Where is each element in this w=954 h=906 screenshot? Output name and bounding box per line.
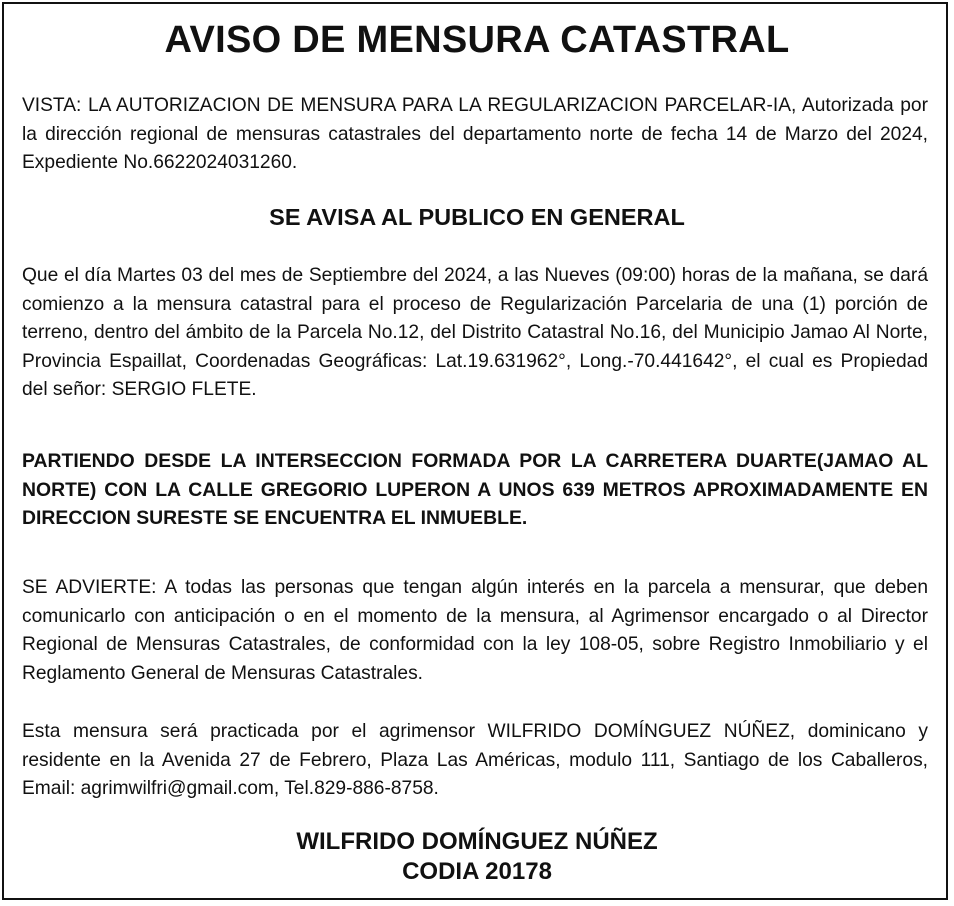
vista-paragraph: VISTA: LA AUTORIZACION DE MENSURA PARA LA REGULARIZACION PARCELAR-IA, Autorizada por la dirección regional de mensuras catastrales del departamento norte de fecha 14 de Marzo del 2024, Expediente No.6622024031260.	[22, 95, 928, 173]
body-paragraph: Que el día Martes 03 del mes de Septiembre del 2024, a las Nueves (09:00) horas de la mañana, se dará comienzo a la mensura catastral para el proceso de Regularización Parcelaria de una (1) porción de terreno, dentro del ámbito de la Parcela No.12, del Distrito Catastral No.16, del Municipio Jamao Al Norte, Provincia Espaillat, Coordenadas Geográficas: Lat.19.631962°, Long.-70.441642°, el cual es Propiedad del señor: SERGIO FLETE.	[22, 265, 928, 400]
notice-title: AVISO DE MENSURA CATASTRAL	[164, 19, 790, 61]
warning-paragraph: SE ADVIERTE: A todas las personas que tengan algún interés en la parcela a mensurar, que deben comunicarlo con anticipación o en el momento de la mensura, al Agrimensor encargado o al Director Regional de Mensuras Catastrales, de conformidad con la ley 108-05, sobre Registro Inmobiliario y el Reglamento General de Mensuras Catastrales.	[22, 577, 928, 684]
surveyor-paragraph: Esta mensura será practicada por el agrimensor WILFRIDO DOMÍNGUEZ NÚÑEZ, dominicano y residente en la Avenida 27 de Febrero, Plaza Las Américas, modulo 111, Santiago de los Caballeros, Email: agrimwilfri@gmail.com, Tel.829-886-8758.	[22, 721, 928, 799]
signature-codia: CODIA 20178	[402, 858, 552, 885]
announcement-heading: SE AVISA AL PUBLICO EN GENERAL	[269, 204, 685, 230]
location-paragraph: PARTIENDO DESDE LA INTERSECCION FORMADA POR LA CARRETERA DUARTE(JAMAO AL NORTE) CON LA CALLE GREGORIO LUPERON A UNOS 639 METROS APROXIMADAMENTE EN DIRECCION SURESTE SE ENCUENTRA EL INMUEBLE.	[22, 450, 928, 529]
signature-name: WILFRIDO DOMÍNGUEZ NÚÑEZ	[296, 828, 658, 855]
notice-frame	[2, 2, 948, 900]
